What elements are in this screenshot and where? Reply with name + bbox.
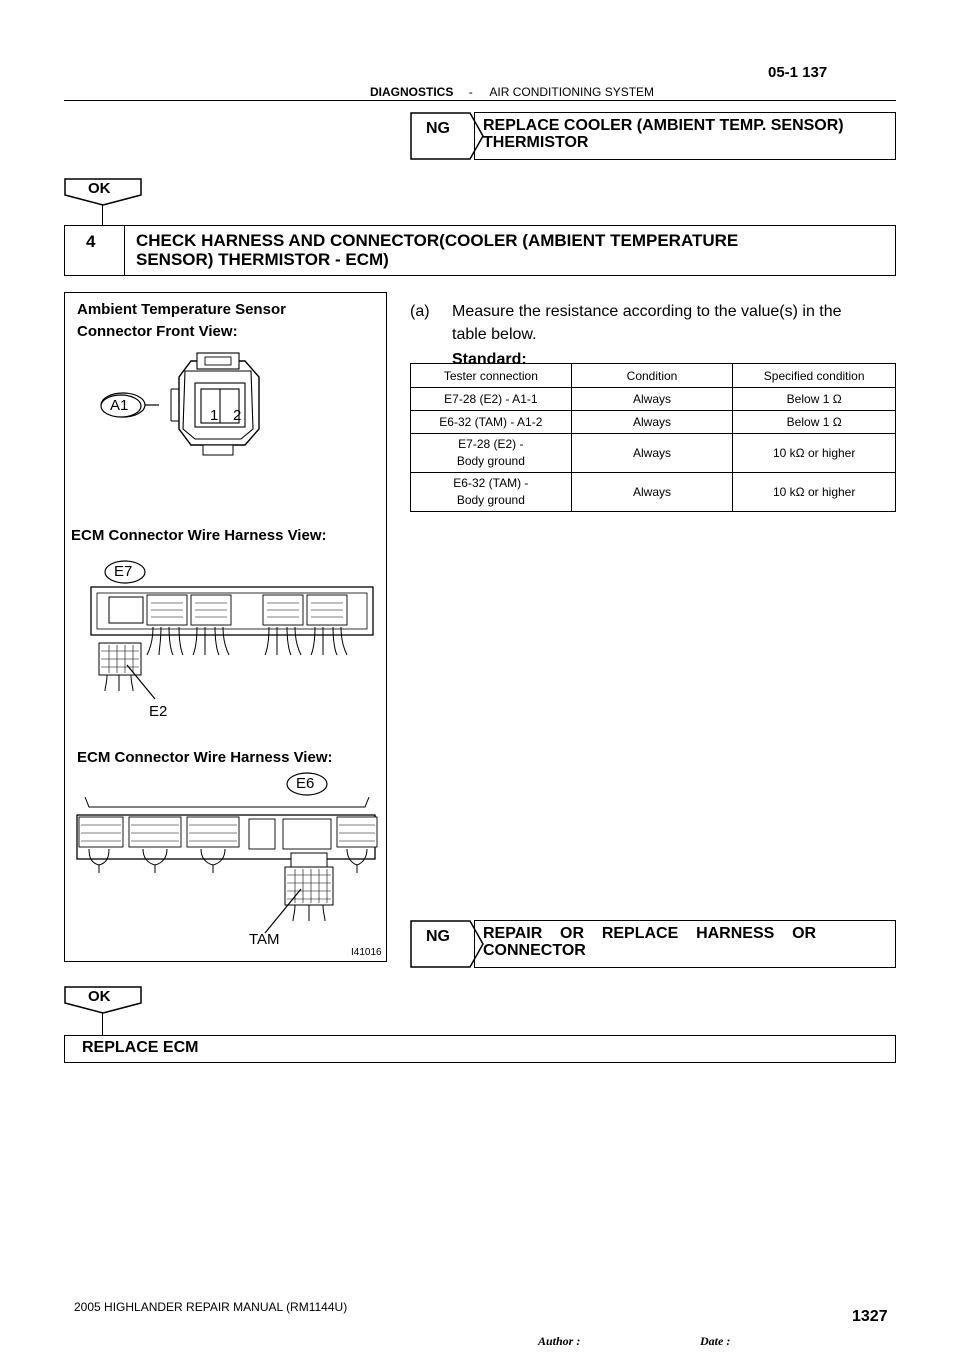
ok-connector-line xyxy=(102,205,103,225)
ok-label-2: OK xyxy=(88,988,111,1005)
table-row xyxy=(411,473,896,512)
row3-connection-line1: E7-28 (E2) - xyxy=(458,437,524,451)
section-header xyxy=(370,85,654,99)
header-rule xyxy=(64,100,896,101)
row2-spec: Below 1 Ω xyxy=(733,411,896,434)
a1-tag: A1 xyxy=(110,397,129,414)
header-specified-condition: Specified condition xyxy=(733,364,896,388)
row4-condition: Always xyxy=(571,473,733,512)
ng-action-box xyxy=(474,112,896,160)
table-row xyxy=(411,411,896,434)
measure-line2: table below. xyxy=(452,326,537,343)
ng-action-box-2 xyxy=(474,920,896,968)
row3-spec: 10 kΩ or higher xyxy=(733,434,896,473)
row1-condition: Always xyxy=(571,388,733,411)
ng2-action-line1: REPAIR OR REPLACE HARNESS OR xyxy=(483,925,817,942)
row3-condition: Always xyxy=(571,434,733,473)
subsection-name: AIR CONDITIONING SYSTEM xyxy=(489,85,655,99)
measure-line1: Measure the resistance according to the value(s) in the xyxy=(452,303,842,320)
a1-pin-1: 1 xyxy=(210,407,219,424)
ok-connector-line xyxy=(102,1013,103,1035)
footer-page-number: 1327 xyxy=(852,1308,888,1325)
e7-pin-e2: E2 xyxy=(149,703,168,720)
header-tester-connection: Tester connection xyxy=(411,364,572,388)
a1-pin-2: 2 xyxy=(233,407,242,424)
row1-spec: Below 1 Ω xyxy=(733,388,896,411)
resistance-spec-table xyxy=(410,363,896,512)
row4-spec: 10 kΩ or higher xyxy=(733,473,896,512)
row4-connection-line1: E6-32 (TAM) - xyxy=(453,476,529,490)
ng-action-line2: THERMISTOR xyxy=(483,134,589,151)
ng-label-2: NG xyxy=(426,928,450,945)
step-number: 4 xyxy=(86,232,96,251)
step-title xyxy=(136,231,738,269)
row4-connection xyxy=(411,473,572,512)
connector-figure xyxy=(64,292,387,962)
page-code: 05-1 137 xyxy=(768,64,828,81)
row2-condition: Always xyxy=(571,411,733,434)
a1-title-line2: Connector Front View: xyxy=(77,323,238,340)
table-header-row xyxy=(411,364,896,388)
ok-label: OK xyxy=(88,180,111,197)
row3-connection-line2: Body ground xyxy=(456,454,525,468)
footer-manual: 2005 HIGHLANDER REPAIR MANUAL (RM1144U) xyxy=(74,1300,348,1314)
row3-connection xyxy=(411,434,572,473)
ecm-e6-title: ECM Connector Wire Harness View: xyxy=(77,749,333,766)
row1-connection: E7-28 (E2) - A1-1 xyxy=(411,388,572,411)
e7-tag: E7 xyxy=(114,563,133,580)
section-separator: - xyxy=(468,85,473,99)
header-condition: Condition xyxy=(571,364,733,388)
a1-title-line1: Ambient Temperature Sensor xyxy=(77,301,286,318)
measure-step: (a) xyxy=(410,303,430,320)
ecm-e7-title: ECM Connector Wire Harness View: xyxy=(71,527,327,544)
footer-author-label: Author : xyxy=(538,1334,581,1348)
footer-date-label: Date : xyxy=(700,1334,731,1348)
e6-pin-tam: TAM xyxy=(249,931,280,948)
figure-id: I41016 xyxy=(351,947,382,958)
section-name: DIAGNOSTICS xyxy=(370,85,454,99)
measure-instruction xyxy=(410,300,896,371)
row2-connection: E6-32 (TAM) - A1-2 xyxy=(411,411,572,434)
table-row xyxy=(411,388,896,411)
step-title-line2: SENSOR) THERMISTOR - ECM) xyxy=(136,250,389,269)
ng-action-line1: REPLACE COOLER (AMBIENT TEMP. SENSOR) xyxy=(483,117,844,134)
row4-connection-line2: Body ground xyxy=(456,493,525,507)
e6-tag: E6 xyxy=(296,775,315,792)
ng2-action-line2: CONNECTOR xyxy=(483,942,586,959)
ng-label: NG xyxy=(426,120,450,137)
step-divider xyxy=(124,225,125,276)
step-title-line1: CHECK HARNESS AND CONNECTOR(COOLER (AMBIENT TEMPERATURE xyxy=(136,231,739,250)
standard-label: Standard: xyxy=(452,351,527,368)
ecm-e7-connector-diagram xyxy=(87,583,377,703)
table-row xyxy=(411,434,896,473)
ecm-e6-connector-diagram xyxy=(69,793,381,943)
final-action: REPLACE ECM xyxy=(82,1039,199,1056)
